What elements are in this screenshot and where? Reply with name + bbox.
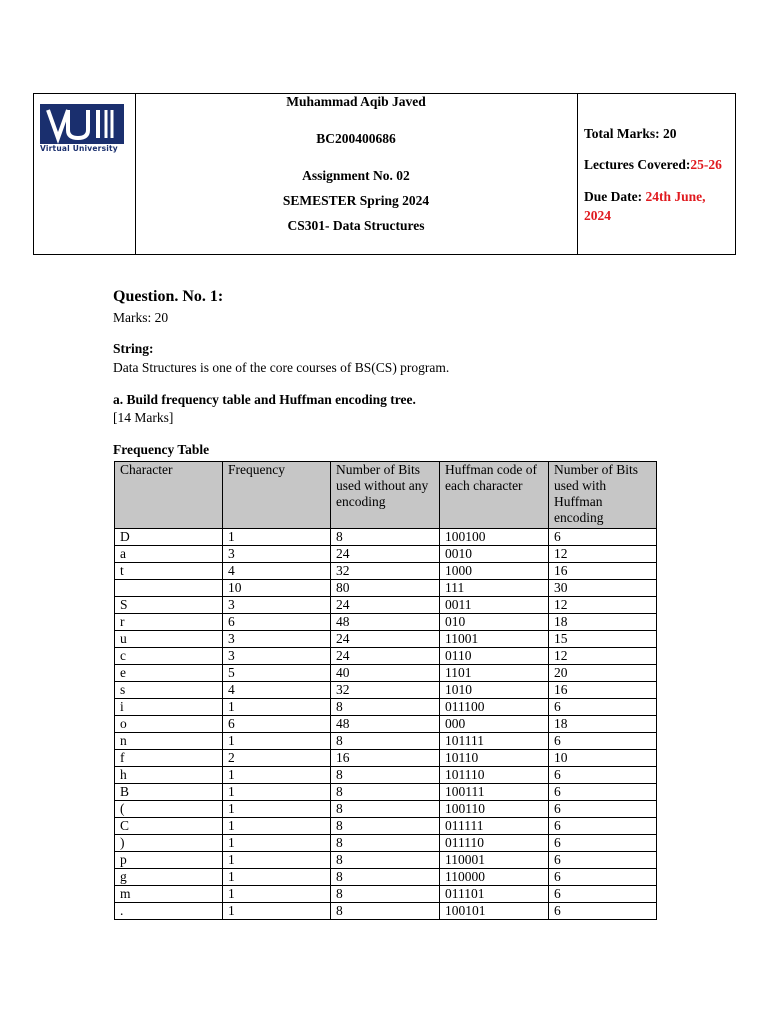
cell-frequency: 1 <box>223 869 331 886</box>
cell-huffman-code: 1000 <box>440 563 549 580</box>
cell-bits-without-encoding: 24 <box>331 648 440 665</box>
table-row <box>115 529 657 546</box>
cell-bits-without-encoding: 8 <box>331 852 440 869</box>
cell-huffman-code: 000 <box>440 716 549 733</box>
cell-frequency: 3 <box>223 597 331 614</box>
table-row <box>115 699 657 716</box>
cell-huffman-code: 011100 <box>440 699 549 716</box>
cell-bits-with-huffman: 6 <box>549 733 657 750</box>
table-row <box>115 546 657 563</box>
cell-character: h <box>115 767 223 784</box>
cell-bits-without-encoding: 48 <box>331 614 440 631</box>
table-row <box>115 801 657 818</box>
logo-label: Virtual University <box>40 144 118 153</box>
table-row <box>115 835 657 852</box>
cell-huffman-code: 111 <box>440 580 549 597</box>
cell-huffman-code: 0110 <box>440 648 549 665</box>
cell-bits-without-encoding: 24 <box>331 546 440 563</box>
cell-huffman-code: 100111 <box>440 784 549 801</box>
cell-bits-without-encoding: 8 <box>331 529 440 546</box>
cell-bits-with-huffman: 6 <box>549 869 657 886</box>
question-marks: Marks: 20 <box>113 310 169 325</box>
cell-huffman-code: 0010 <box>440 546 549 563</box>
cell-bits-with-huffman: 12 <box>549 546 657 563</box>
cell-frequency: 5 <box>223 665 331 682</box>
cell-bits-with-huffman: 6 <box>549 529 657 546</box>
cell-frequency: 1 <box>223 784 331 801</box>
table-row <box>115 784 657 801</box>
cell-huffman-code: 110001 <box>440 852 549 869</box>
cell-character: B <box>115 784 223 801</box>
cell-bits-with-huffman: 6 <box>549 852 657 869</box>
table-row <box>115 903 657 920</box>
student-id: BC200400686 <box>316 131 396 146</box>
due-value: 24th June, <box>645 189 706 204</box>
cell-frequency: 1 <box>223 733 331 750</box>
cell-bits-with-huffman: 15 <box>549 631 657 648</box>
table-row <box>115 818 657 835</box>
cell-frequency: 6 <box>223 614 331 631</box>
cell-character: ( <box>115 801 223 818</box>
cell-bits-with-huffman: 6 <box>549 886 657 903</box>
table-header-row <box>115 462 657 529</box>
cell-bits-without-encoding: 8 <box>331 903 440 920</box>
cell-character: D <box>115 529 223 546</box>
cell-character: f <box>115 750 223 767</box>
table-title: Frequency Table <box>113 442 210 457</box>
table-row <box>115 750 657 767</box>
table-row <box>115 716 657 733</box>
table-row <box>115 563 657 580</box>
cell-character: a <box>115 546 223 563</box>
lectures-covered <box>584 157 722 173</box>
cell-character: C <box>115 818 223 835</box>
cell-bits-with-huffman: 12 <box>549 648 657 665</box>
table-body <box>115 529 657 920</box>
cell-character: u <box>115 631 223 648</box>
cell-character: p <box>115 852 223 869</box>
cell-bits-without-encoding: 8 <box>331 767 440 784</box>
table-row <box>115 665 657 682</box>
total-marks: Total Marks: 20 <box>584 126 677 141</box>
cell-bits-with-huffman: 20 <box>549 665 657 682</box>
due-year: 2024 <box>584 208 611 223</box>
lectures-label: Lectures Covered: <box>584 157 691 172</box>
cell-character: S <box>115 597 223 614</box>
table-row <box>115 869 657 886</box>
student-info-cell <box>135 94 578 254</box>
cell-frequency: 3 <box>223 546 331 563</box>
header-bits-without-encoding: Number of Bits used without any encoding <box>331 462 440 529</box>
header-huffman-code: Huffman code of each character <box>440 462 549 529</box>
table-row <box>115 886 657 903</box>
cell-frequency: 1 <box>223 818 331 835</box>
header-character: Character <box>115 462 223 529</box>
cell-bits-without-encoding: 8 <box>331 699 440 716</box>
cell-huffman-code: 011110 <box>440 835 549 852</box>
semester: SEMESTER Spring 2024 <box>282 193 430 208</box>
due-label: Due Date: <box>584 189 646 204</box>
cell-bits-with-huffman: 6 <box>549 699 657 716</box>
string-label: String: <box>113 341 154 356</box>
cell-bits-without-encoding: 8 <box>331 733 440 750</box>
student-name: Muhammad Aqib Javed <box>286 94 426 109</box>
assignment-number: Assignment No. 02 <box>302 168 410 183</box>
cell-frequency: 1 <box>223 699 331 716</box>
cell-huffman-code: 101110 <box>440 767 549 784</box>
course: CS301- Data Structures <box>287 218 425 233</box>
cell-frequency: 4 <box>223 563 331 580</box>
cell-bits-with-huffman: 16 <box>549 682 657 699</box>
cell-bits-without-encoding: 8 <box>331 784 440 801</box>
cell-huffman-code: 1101 <box>440 665 549 682</box>
cell-huffman-code: 101111 <box>440 733 549 750</box>
cell-character: e <box>115 665 223 682</box>
cell-huffman-code: 100110 <box>440 801 549 818</box>
cell-frequency: 2 <box>223 750 331 767</box>
cell-frequency: 3 <box>223 631 331 648</box>
cell-huffman-code: 1010 <box>440 682 549 699</box>
cell-huffman-code: 0011 <box>440 597 549 614</box>
cell-huffman-code: 10110 <box>440 750 549 767</box>
cell-frequency: 3 <box>223 648 331 665</box>
cell-frequency: 6 <box>223 716 331 733</box>
cell-character: c <box>115 648 223 665</box>
cell-bits-without-encoding: 8 <box>331 869 440 886</box>
cell-huffman-code: 011101 <box>440 886 549 903</box>
cell-bits-with-huffman: 6 <box>549 903 657 920</box>
cell-frequency: 1 <box>223 767 331 784</box>
marks-info-cell <box>577 94 735 254</box>
table-row <box>115 648 657 665</box>
cell-huffman-code: 100101 <box>440 903 549 920</box>
cell-huffman-code: 110000 <box>440 869 549 886</box>
cell-character <box>115 580 223 597</box>
cell-huffman-code: 010 <box>440 614 549 631</box>
cell-character: ) <box>115 835 223 852</box>
cell-huffman-code: 11001 <box>440 631 549 648</box>
cell-frequency: 1 <box>223 529 331 546</box>
cell-bits-without-encoding: 48 <box>331 716 440 733</box>
cell-character: s <box>115 682 223 699</box>
table-row <box>115 733 657 750</box>
cell-bits-with-huffman: 6 <box>549 784 657 801</box>
cell-frequency: 1 <box>223 801 331 818</box>
cell-frequency: 4 <box>223 682 331 699</box>
table-row <box>115 580 657 597</box>
table-row <box>115 614 657 631</box>
table-row <box>115 852 657 869</box>
frequency-table <box>114 461 657 920</box>
cell-bits-without-encoding: 8 <box>331 835 440 852</box>
cell-character: n <box>115 733 223 750</box>
cell-bits-with-huffman: 6 <box>549 835 657 852</box>
cell-huffman-code: 100100 <box>440 529 549 546</box>
cell-frequency: 1 <box>223 903 331 920</box>
question-title: Question. No. 1: <box>113 288 224 305</box>
part-a-marks: [14 Marks] <box>113 410 174 425</box>
cell-character: o <box>115 716 223 733</box>
part-a-heading: a. Build frequency table and Huffman encoding tree. <box>113 392 416 407</box>
cell-bits-without-encoding: 40 <box>331 665 440 682</box>
cell-bits-without-encoding: 24 <box>331 597 440 614</box>
cell-frequency: 1 <box>223 852 331 869</box>
cell-bits-with-huffman: 16 <box>549 563 657 580</box>
logo-cell <box>34 94 136 254</box>
vu-logo-icon <box>40 104 124 144</box>
cell-bits-with-huffman: 6 <box>549 801 657 818</box>
cell-bits-without-encoding: 24 <box>331 631 440 648</box>
cell-character: g <box>115 869 223 886</box>
table-row <box>115 767 657 784</box>
cell-frequency: 1 <box>223 835 331 852</box>
cell-character: m <box>115 886 223 903</box>
cell-bits-without-encoding: 8 <box>331 801 440 818</box>
header-box <box>33 93 736 255</box>
cell-bits-with-huffman: 18 <box>549 614 657 631</box>
cell-bits-without-encoding: 32 <box>331 563 440 580</box>
cell-bits-with-huffman: 6 <box>549 767 657 784</box>
due-date <box>584 189 706 205</box>
header-bits-with-huffman: Number of Bits used with Huffman encoding <box>549 462 657 529</box>
cell-bits-without-encoding: 16 <box>331 750 440 767</box>
cell-huffman-code: 011111 <box>440 818 549 835</box>
cell-bits-with-huffman: 10 <box>549 750 657 767</box>
cell-frequency: 10 <box>223 580 331 597</box>
cell-character: i <box>115 699 223 716</box>
string-value: Data Structures is one of the core courses of BS(CS) program. <box>113 360 450 375</box>
table-row <box>115 631 657 648</box>
lectures-value: 25-26 <box>690 157 722 172</box>
header-frequency: Frequency <box>223 462 331 529</box>
cell-character: t <box>115 563 223 580</box>
cell-bits-without-encoding: 8 <box>331 818 440 835</box>
cell-bits-without-encoding: 8 <box>331 886 440 903</box>
cell-bits-with-huffman: 18 <box>549 716 657 733</box>
cell-bits-with-huffman: 6 <box>549 818 657 835</box>
cell-bits-without-encoding: 80 <box>331 580 440 597</box>
cell-bits-without-encoding: 32 <box>331 682 440 699</box>
cell-bits-with-huffman: 12 <box>549 597 657 614</box>
cell-character: . <box>115 903 223 920</box>
cell-character: r <box>115 614 223 631</box>
table-row <box>115 597 657 614</box>
cell-bits-with-huffman: 30 <box>549 580 657 597</box>
cell-frequency: 1 <box>223 886 331 903</box>
table-row <box>115 682 657 699</box>
